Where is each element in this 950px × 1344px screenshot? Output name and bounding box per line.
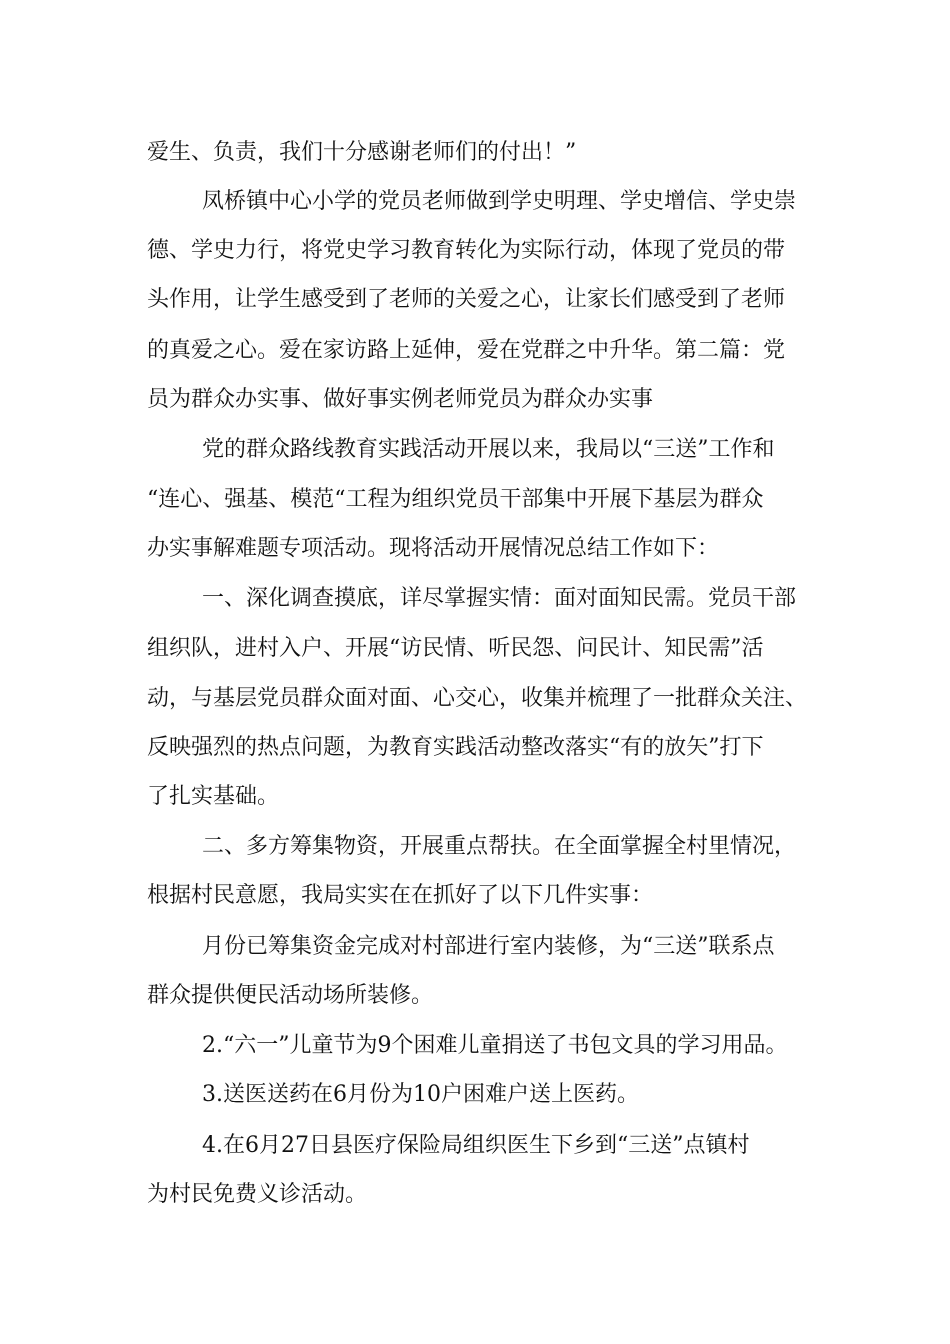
paragraph-first-line: 一、深化调查摸底，详尽掌握实情：面对面知民需。党员干部 bbox=[202, 586, 797, 611]
list-item: 2.“六一”儿童节为9个困难儿童捐送了书包文具的学习用品。 bbox=[202, 1033, 788, 1058]
text-line: 的真爱之心。爱在家访路上延伸，爱在党群之中升华。第二篇：党 bbox=[147, 338, 786, 363]
text-line: 员为群众办实事、做好事实例老师党员为群众办实事 bbox=[147, 387, 654, 412]
text-line: 反映强烈的热点问题，为教育实践活动整改落实“有的放矢”打下 bbox=[147, 735, 764, 760]
text-line: 组织队，进村入户、开展“访民情、听民怨、问民计、知民需”活 bbox=[147, 636, 764, 661]
text-line: 办实事解难题专项活动。现将活动开展情况总结工作如下： bbox=[147, 536, 720, 561]
text-line: 德、学史力行，将党史学习教育转化为实际行动，体现了党员的带 bbox=[147, 238, 786, 263]
text-line: 了扎实基础。 bbox=[147, 784, 280, 809]
text-line: “连心、强基、模范“工程为组织党员干部集中开展下基层为群众 bbox=[147, 487, 764, 512]
paragraph-first-line: 月份已筹集资金完成对村部进行室内装修，为“三送”联系点 bbox=[202, 934, 775, 959]
list-item: 4.在6月27日县医疗保险局组织医生下乡到“三送”点镇村 bbox=[202, 1133, 750, 1158]
paragraph-first-line: 二、多方筹集物资，开展重点帮扶。在全面掌握全村里情况， bbox=[202, 834, 797, 859]
text-line: 根据村民意愿，我局实实在在抓好了以下几件实事： bbox=[147, 883, 654, 908]
text-line: 爱生、负责，我们十分感谢老师们的付出！” bbox=[147, 140, 577, 165]
text-line: 为村民免费义诊活动。 bbox=[147, 1182, 368, 1207]
paragraph-first-line: 凤桥镇中心小学的党员老师做到学史明理、学史增信、学史崇 bbox=[202, 189, 797, 214]
text-line: 动，与基层党员群众面对面、心交心，收集并梳理了一批群众关注、 bbox=[147, 686, 808, 711]
paragraph-first-line: 党的群众路线教育实践活动开展以来，我局以“三送”工作和 bbox=[202, 437, 775, 462]
list-item: 3.送医送药在6月份为10户困难户送上医药。 bbox=[202, 1082, 639, 1107]
text-line: 群众提供便民活动场所装修。 bbox=[147, 983, 434, 1008]
text-line: 头作用，让学生感受到了老师的关爱之心，让家长们感受到了老师 bbox=[147, 287, 786, 312]
